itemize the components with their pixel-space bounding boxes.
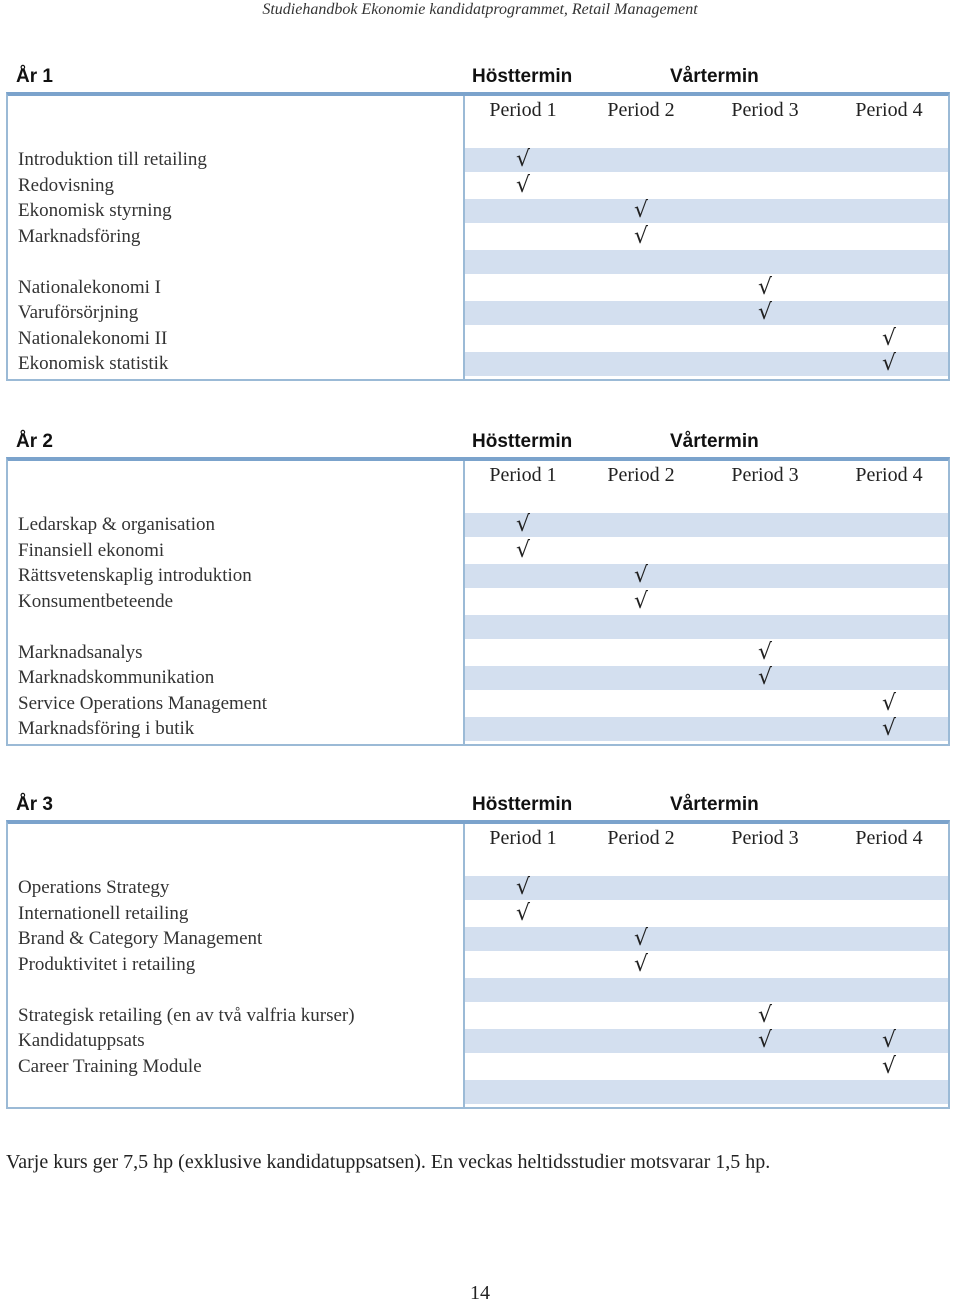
- year-header: [6, 427, 950, 457]
- period-header-row: [8, 461, 948, 490]
- footnote: Varje kurs ger 7,5 hp (exklusive kandidatuppsatsen). En veckas heltidsstudier motsvarar 1,5 hp.: [6, 1151, 771, 1173]
- period-header: Period 4: [855, 827, 923, 849]
- check-mark-icon: √: [633, 588, 649, 614]
- check-mark-icon: √: [757, 639, 773, 665]
- spacer-row: [8, 249, 948, 275]
- check-mark-icon: √: [633, 198, 649, 223]
- check-mark-icon: √: [881, 351, 897, 376]
- period-header: Period 2: [607, 99, 675, 121]
- check-mark-icon: √: [633, 563, 649, 588]
- course-row: [8, 926, 948, 952]
- spacer-row: [8, 614, 948, 640]
- hosttermin-label: Hösttermin: [472, 794, 573, 815]
- row-stripe: [465, 615, 948, 639]
- period-header: Period 1: [489, 99, 557, 121]
- period-header-row: [8, 96, 948, 125]
- course-row: [8, 875, 948, 901]
- spacer-row: [8, 1079, 948, 1105]
- hosttermin-label: Hösttermin: [472, 431, 573, 452]
- course-row: [8, 589, 948, 615]
- period-header: Period 2: [607, 827, 675, 849]
- check-mark-icon: √: [633, 926, 649, 951]
- course-row: [8, 173, 948, 199]
- check-mark-icon: √: [757, 300, 773, 325]
- course-row: [8, 563, 948, 589]
- check-mark-icon: √: [757, 1002, 773, 1028]
- course-name: Strategisk retailing (en av två valfria kurser): [18, 1004, 355, 1026]
- course-table: [6, 92, 950, 381]
- course-table: [6, 820, 950, 1109]
- check-mark-icon: √: [515, 172, 531, 198]
- year-block: [6, 790, 950, 1109]
- year-header: [6, 790, 950, 820]
- row-stripe: [465, 250, 948, 274]
- row-stripe: [465, 927, 948, 951]
- course-row: [8, 538, 948, 564]
- course-name: Finansiell ekonomi: [18, 539, 165, 561]
- course-row: [8, 1054, 948, 1080]
- course-row: [8, 300, 948, 326]
- year-block: [6, 62, 950, 381]
- course-name: Ekonomisk statistik: [18, 353, 169, 374]
- course-name: Internationell retailing: [18, 902, 189, 924]
- running-header: Studiehandbok Ekonomie kandidatprogrammet, Retail Management: [262, 1, 698, 18]
- year-label: År 2: [16, 431, 53, 452]
- course-name: Introduktion till retailing: [18, 149, 207, 170]
- course-row: [8, 1003, 948, 1029]
- course-name: Produktivitet i retailing: [18, 953, 196, 975]
- check-mark-icon: √: [881, 325, 897, 351]
- check-mark-icon: √: [757, 665, 773, 690]
- course-row: [8, 224, 948, 250]
- check-mark-icon: √: [515, 875, 531, 900]
- year-label: År 1: [16, 66, 53, 87]
- course-name: Ledarskap & organisation: [18, 514, 215, 535]
- course-row: [8, 716, 948, 742]
- course-row: [8, 901, 948, 927]
- period-header: Period 3: [731, 464, 799, 486]
- period-header: Period 4: [855, 464, 923, 486]
- page-number: 14: [470, 1282, 490, 1304]
- course-name: Marknadsanalys: [18, 641, 143, 663]
- course-name: Rättsvetenskaplig introduktion: [18, 565, 252, 586]
- period-header: Period 1: [489, 464, 557, 486]
- check-mark-icon: √: [757, 274, 773, 300]
- course-row: [8, 351, 948, 377]
- vartermin-label: Vårtermin: [670, 794, 759, 815]
- course-name: Career Training Module: [18, 1055, 202, 1077]
- spacer-row: [8, 977, 948, 1003]
- row-stripe: [465, 564, 948, 588]
- check-mark-icon: √: [515, 537, 531, 563]
- course-row: [8, 952, 948, 978]
- check-mark-icon: √: [881, 716, 897, 741]
- check-mark-icon: √: [515, 147, 531, 172]
- course-name: Nationalekonomi II: [18, 327, 168, 349]
- course-name: Service Operations Management: [18, 692, 268, 714]
- course-row: [8, 275, 948, 301]
- check-mark-icon: √: [633, 951, 649, 977]
- check-mark-icon: √: [515, 900, 531, 926]
- course-row: [8, 691, 948, 717]
- row-stripe: [465, 1080, 948, 1104]
- course-name: Operations Strategy: [18, 877, 170, 898]
- vartermin-label: Vårtermin: [670, 66, 759, 87]
- course-row: [8, 147, 948, 173]
- course-row: [8, 198, 948, 224]
- period-header: Period 1: [489, 827, 557, 849]
- course-row: [8, 1028, 948, 1054]
- check-mark-icon: √: [515, 512, 531, 537]
- check-mark-icon: √: [881, 1053, 897, 1079]
- check-mark-icon: √: [633, 223, 649, 249]
- check-mark-icon: √: [881, 690, 897, 716]
- vartermin-label: Vårtermin: [670, 431, 759, 452]
- period-header-row: [8, 824, 948, 853]
- course-name: Kandidatuppsats: [18, 1030, 145, 1051]
- course-name: Konsumentbeteende: [18, 590, 174, 612]
- period-header: Period 3: [731, 827, 799, 849]
- row-stripe: [465, 199, 948, 223]
- check-mark-icon: √: [757, 1028, 773, 1053]
- period-header: Period 3: [731, 99, 799, 121]
- year-label: År 3: [16, 794, 53, 815]
- course-row: [8, 512, 948, 538]
- course-name: Marknadskommunikation: [18, 667, 215, 688]
- course-name: Ekonomisk styrning: [18, 200, 172, 221]
- course-row: [8, 326, 948, 352]
- course-name: Brand & Category Management: [18, 928, 263, 949]
- year-block: [6, 427, 950, 746]
- period-header: Period 4: [855, 99, 923, 121]
- period-header: Period 2: [607, 464, 675, 486]
- course-name: Nationalekonomi I: [18, 276, 161, 298]
- check-mark-icon: √: [881, 1028, 897, 1053]
- row-stripe: [465, 978, 948, 1002]
- course-row: [8, 640, 948, 666]
- course-name: Marknadsföring: [18, 225, 141, 247]
- year-header: [6, 62, 950, 92]
- course-name: Varuförsörjning: [18, 302, 139, 323]
- course-name: Redovisning: [18, 174, 115, 196]
- course-name: Marknadsföring i butik: [18, 718, 195, 739]
- hosttermin-label: Hösttermin: [472, 66, 573, 87]
- course-row: [8, 665, 948, 691]
- course-table: [6, 457, 950, 746]
